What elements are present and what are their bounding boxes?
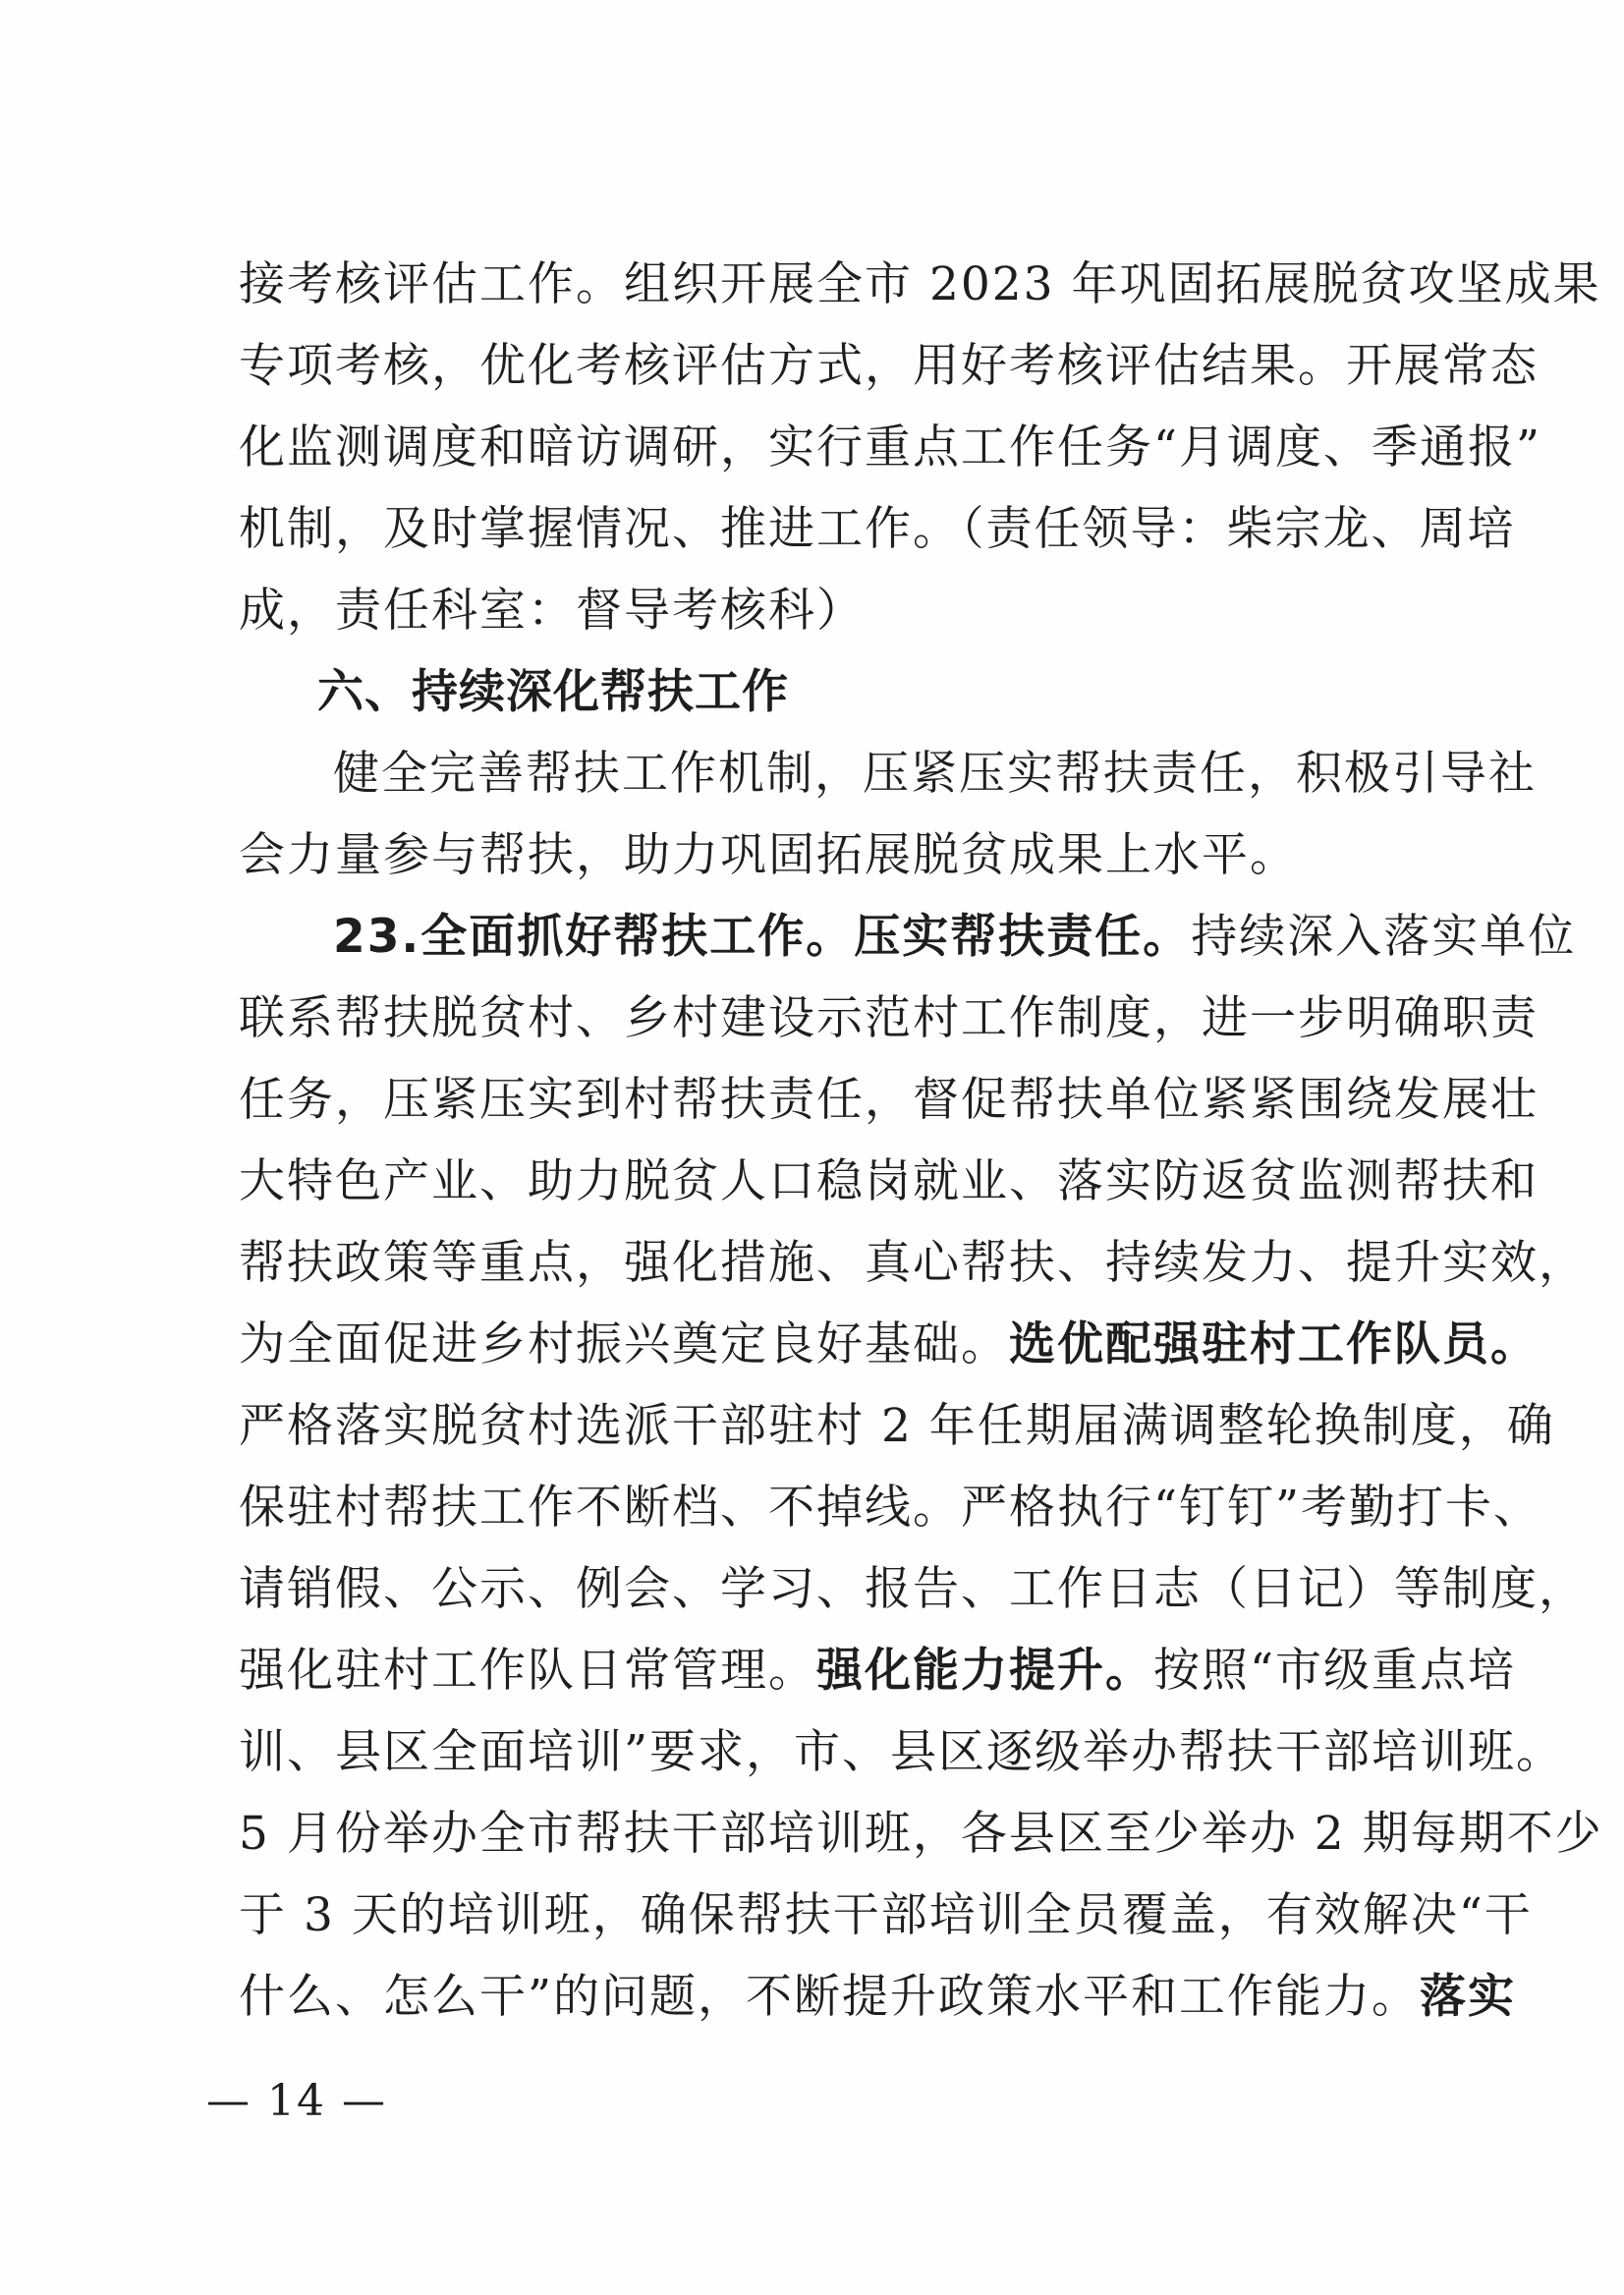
item-23-line-14-bold: 落实 bbox=[1420, 1970, 1517, 2024]
item-23-line-14-plain: 什么、怎么干”的问题，不断提升政策水平和工作能力。 bbox=[239, 1970, 1421, 2024]
item-23-line-10-rest: 按照“市级重点培 bbox=[1153, 1644, 1517, 1698]
item-23-line-3: 任务，压紧压实到村帮扶责任，督促帮扶单位紧紧围绕发展壮 bbox=[239, 1073, 1539, 1127]
item-23-line-10-plain: 强化驻村工作队日常管理。 bbox=[239, 1644, 816, 1698]
item-23-line-1 bbox=[239, 896, 1577, 978]
item-23-line-10 bbox=[239, 1630, 1517, 1711]
paragraph-1-line-4: 机制，及时掌握情况、推进工作。（责任领导：柴宗龙、周培 bbox=[239, 502, 1516, 556]
paragraph-2-line-2: 会力量参与帮扶，助力巩固拓展脱贫成果上水平。 bbox=[239, 828, 1298, 882]
body-text bbox=[239, 244, 1603, 2038]
item-23-line-2: 联系帮扶脱贫村、乡村建设示范村工作制度，进一步明确职责 bbox=[239, 991, 1539, 1045]
paragraph-2-line-1: 健全完善帮扶工作机制，压紧压实帮扶责任，积极引导社 bbox=[333, 747, 1537, 801]
item-23-line-6-bold: 选优配强驻村工作队员。 bbox=[1009, 1317, 1539, 1371]
paragraph-1-line-5: 成，责任科室：督导考核科） bbox=[239, 584, 865, 638]
item-23-line-8: 保驻村帮扶工作不断档、不掉线。严格执行“钉钉”考勤打卡、 bbox=[239, 1481, 1542, 1535]
paragraph-1-line-2: 专项考核，优化考核评估方式，用好考核评估结果。开展常态 bbox=[239, 339, 1539, 393]
item-23-line-11: 训、县区全面培训”要求，市、县区逐级举办帮扶干部培训班。 bbox=[239, 1725, 1565, 1779]
item-23-line-12: 5 月份举办全市帮扶干部培训班，各县区至少举办 2 期每期不少 bbox=[239, 1807, 1603, 1861]
item-23-line-14 bbox=[239, 1956, 1517, 2038]
item-23-line-10-bold: 强化能力提升。 bbox=[816, 1644, 1153, 1698]
item-23-line-6 bbox=[239, 1304, 1539, 1385]
item-23-bold-lead: 23.全面抓好帮扶工作。压实帮扶责任。 bbox=[333, 910, 1192, 964]
item-23-line-13: 于 3 天的培训班，确保帮扶干部培训全员覆盖，有效解决“干 bbox=[239, 1888, 1533, 1942]
item-23-line-7: 严格落实脱贫村选派干部驻村 2 年任期届满调整轮换制度，确 bbox=[239, 1399, 1555, 1453]
item-23-line-4: 大特色产业、助力脱贫人口稳岗就业、落实防返贫监测帮扶和 bbox=[239, 1154, 1539, 1208]
page-number: — 14 — bbox=[206, 2076, 387, 2126]
item-23-line-5: 帮扶政策等重点，强化措施、真心帮扶、持续发力、提升实效， bbox=[239, 1236, 1587, 1290]
paragraph-1-line-3: 化监测调度和暗访调研，实行重点工作任务“月调度、季通报” bbox=[239, 420, 1542, 475]
item-23-line-9: 请销假、公示、例会、学习、报告、工作日志（日记）等制度， bbox=[239, 1562, 1587, 1616]
item-23-line-1-rest: 持续深入落实单位 bbox=[1191, 910, 1577, 964]
paragraph-1-line-1: 接考核评估工作。组织开展全市 2023 年巩固拓展脱贫攻坚成果 bbox=[239, 257, 1601, 311]
section-heading: 六、持续深化帮扶工作 bbox=[317, 665, 789, 719]
item-23-line-6-plain: 为全面促进乡村振兴奠定良好基础。 bbox=[239, 1317, 1009, 1371]
